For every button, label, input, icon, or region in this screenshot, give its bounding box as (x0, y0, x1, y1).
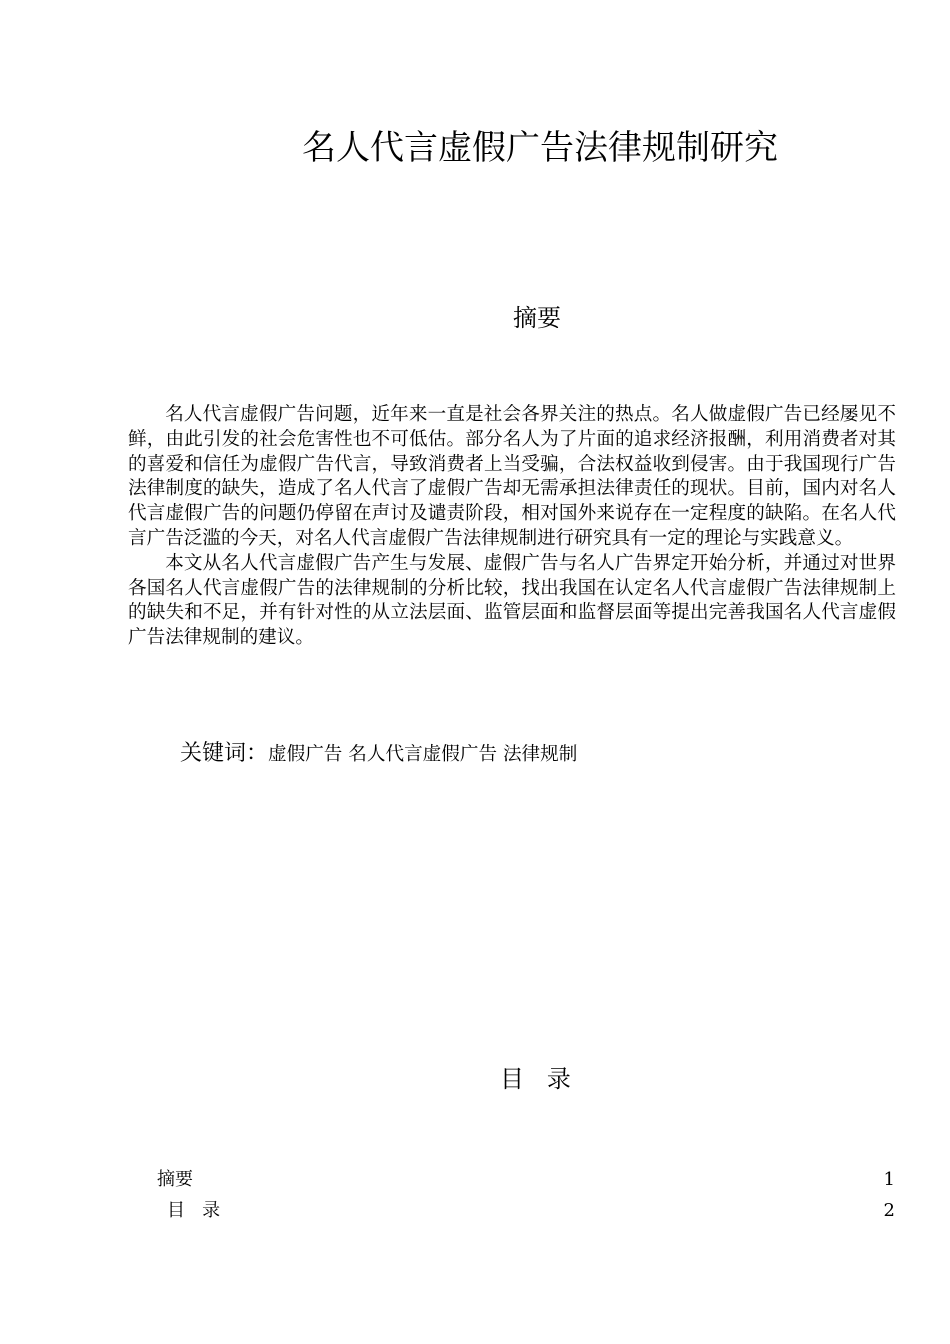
toc-entry-page: 2 (883, 1200, 895, 1221)
title-block (0, 124, 950, 174)
keywords-line (180, 739, 577, 770)
abstract-paragraph: 本文从名人代言虚假广告产生与发展、虚假广告与名人广告界定开始分析，并通过对世界各国名人代言虚假广告的法律规制的分析比较，找出我国在认定名人代言虚假广告法律规制上的缺失和不足，并有针对性的从立法层面、监管层面和监督层面等提出完善我国名人代言虚假广告法律规制的建议。 (128, 552, 896, 649)
abstract-heading: 摘要 (513, 304, 561, 332)
toc-entry-label: 摘要 (157, 1169, 193, 1190)
keywords-label: 关键词： (180, 741, 269, 766)
toc-entry-label: 目 录 (167, 1200, 221, 1221)
toc-entry[interactable] (0, 1197, 950, 1225)
toc-entry-page: 1 (883, 1169, 895, 1190)
toc-heading: 目 录 (500, 1065, 571, 1093)
abstract-body (128, 403, 896, 651)
abstract-paragraph: 名人代言虚假广告问题，近年来一直是社会各界关注的热点。名人做虚假广告已经屡见不鲜，由此引发的社会危害性也不可低估。部分名人为了片面的追求经济报酬，利用消费者对其的喜爱和信任为虚假广告代言，导致消费者上当受骗，合法权益收到侵害。由于我国现行广告法律制度的缺失，造成了名人代言了虚假广告却无需承担法律责任的现状。目前，国内对名人代言虚假广告的问题仍停留在声讨及谴责阶段，相对国外来说存在一定程度的缺陷。在名人代言广告泛滥的今天，对名人代言虚假广告法律规制进行研究具有一定的理论与实践意义。 (128, 404, 896, 549)
toc-entry[interactable] (0, 1166, 950, 1194)
keywords-values: 虚假广告 名人代言虚假广告 法律规制 (268, 744, 578, 765)
page-title: 名人代言虚假广告法律规制研究 (302, 128, 778, 168)
